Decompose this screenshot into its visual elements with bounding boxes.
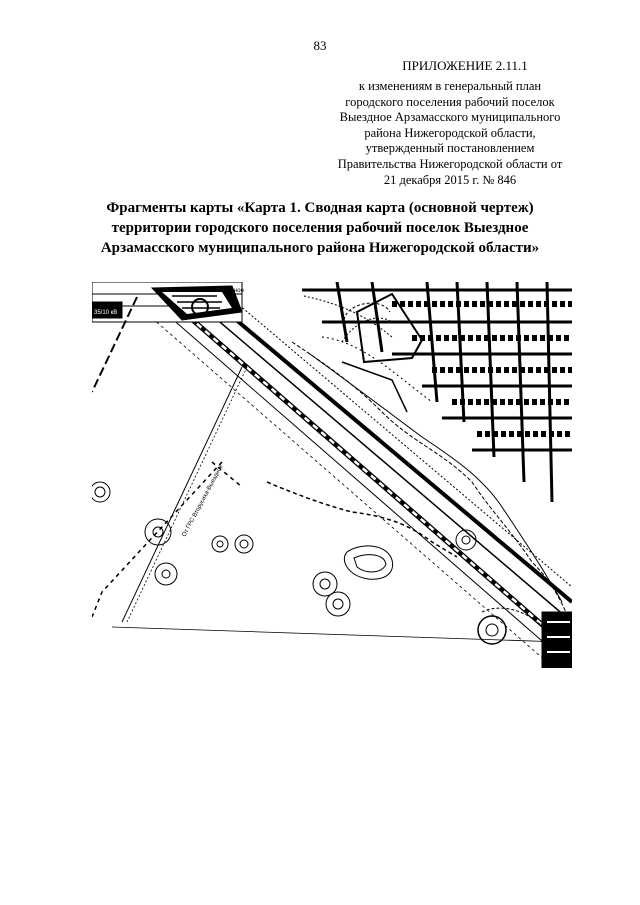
appendix-note-line: городского поселения рабочий поселок <box>345 94 555 109</box>
map-fragment <box>92 282 572 668</box>
appendix-note-line: к изменениям в генеральный план <box>358 79 542 93</box>
substation-label: ПС Выездное <box>206 288 244 294</box>
map-drawing <box>92 282 572 668</box>
appendix-note-line: Выездное Арзамасского муниципального <box>339 110 561 125</box>
appendix-note-line: Правительства Нижегородской области от <box>337 156 563 171</box>
pipeline-label: От ГРС Вторусиха-Выездное <box>181 464 225 538</box>
page-number: 83 <box>313 38 327 53</box>
appendix-note <box>300 79 600 188</box>
appendix-note-line: утвержденный постановлением <box>365 141 535 156</box>
document-heading <box>60 198 580 258</box>
heading-line: территории городского поселения рабочий поселок Выездное <box>111 220 529 236</box>
voltage-label: 35/10 кВ <box>94 310 118 316</box>
heading-line: Арзамасского муниципального района Нижегородской области» <box>100 240 540 256</box>
appendix-note-line: района Нижегородской области, <box>364 125 536 140</box>
appendix-note-line: 21 декабря 2015 г. № 846 <box>383 172 517 187</box>
appendix-title: ПРИЛОЖЕНИЕ 2.11.1 <box>402 58 528 73</box>
heading-line: Фрагменты карты «Карта 1. Сводная карта (основной чертеж) <box>106 200 534 216</box>
